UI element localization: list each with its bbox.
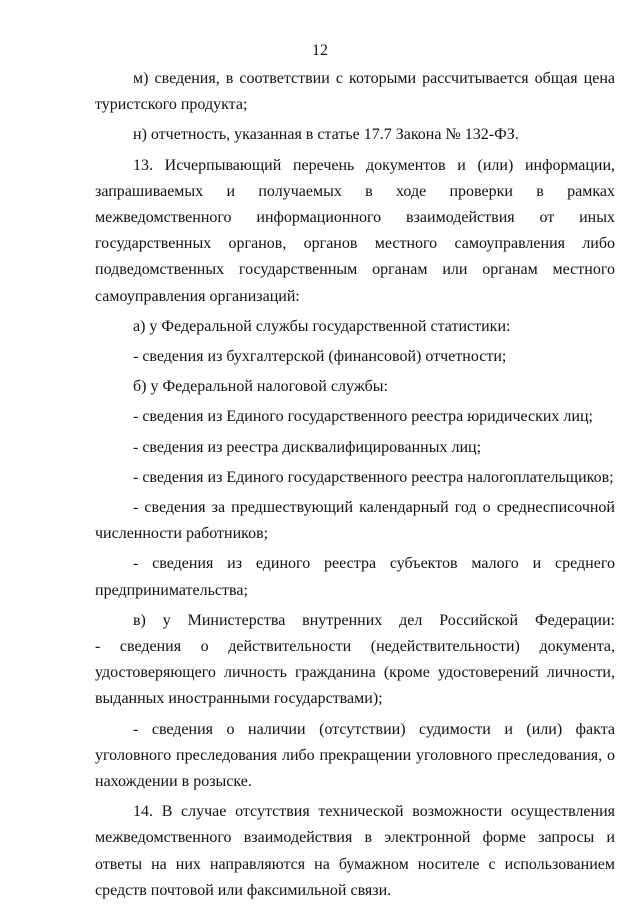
- list-item-accounting: - сведения из бухгалтерской (финансовой) отчетности;: [133, 348, 507, 366]
- paragraph-v: в) у Министерства внутренних дел Российской Федерации:: [133, 611, 615, 629]
- paragraph-a: а) у Федеральной службы государственной статистики:: [133, 317, 511, 335]
- list-item-egrul: - сведения из Единого государственного реестра юридических лиц;: [133, 408, 593, 426]
- list-item-taxpayers: - сведения из Единого государственного реестра налогоплательщиков;: [133, 468, 614, 486]
- paragraph-13: 13. Исчерпывающий перечень документов и (или) информации, запрашиваемых и получаемых в ходе проверки в рамках межведомственного информационного взаимодействия от иных государственных органов, органов местного самоуправления либо подведомственных государственным органам или органам местного самоуправления организаций:: [95, 156, 615, 305]
- document-body: [95, 66, 615, 904]
- paragraph-m: м) сведения, в соответствии с которыми рассчитывается общая цена туристского продукта;: [95, 70, 615, 114]
- list-item-criminal-record: - сведения о наличии (отсутствии) судимости и (или) факта уголовного преследования либо прекращении уголовного преследования, о нахождении в розыске.: [95, 720, 615, 791]
- paragraph-n: н) отчетность, указанная в статье 17.7 Закона № 132-ФЗ.: [133, 126, 519, 144]
- page-number: 12: [312, 42, 328, 59]
- paragraph-b: б) у Федеральной налоговой службы:: [133, 378, 388, 396]
- list-item-headcount: - сведения за предшествующий календарный год о среднесписочной численности работников;: [95, 499, 615, 543]
- list-item-disqualified: - сведения из реестра дисквалифицированных лиц;: [133, 438, 482, 456]
- paragraph-14: 14. В случае отсутствия технической возможности осуществления межведомственного взаимодействия в электронной форме запросы и ответы на них направляются на бумажном носителе с использованием средств почтовой или факсимильной связи.: [95, 803, 615, 899]
- list-item-sme-registry: - сведения из единого реестра субъектов малого и среднего предпринимательства;: [95, 555, 615, 599]
- list-item-identity-document: - сведения о действительности (недействительности) документа, удостоверяющего личность гражданина (кроме удостоверений личности, выданных иностранными государствами);: [95, 638, 615, 708]
